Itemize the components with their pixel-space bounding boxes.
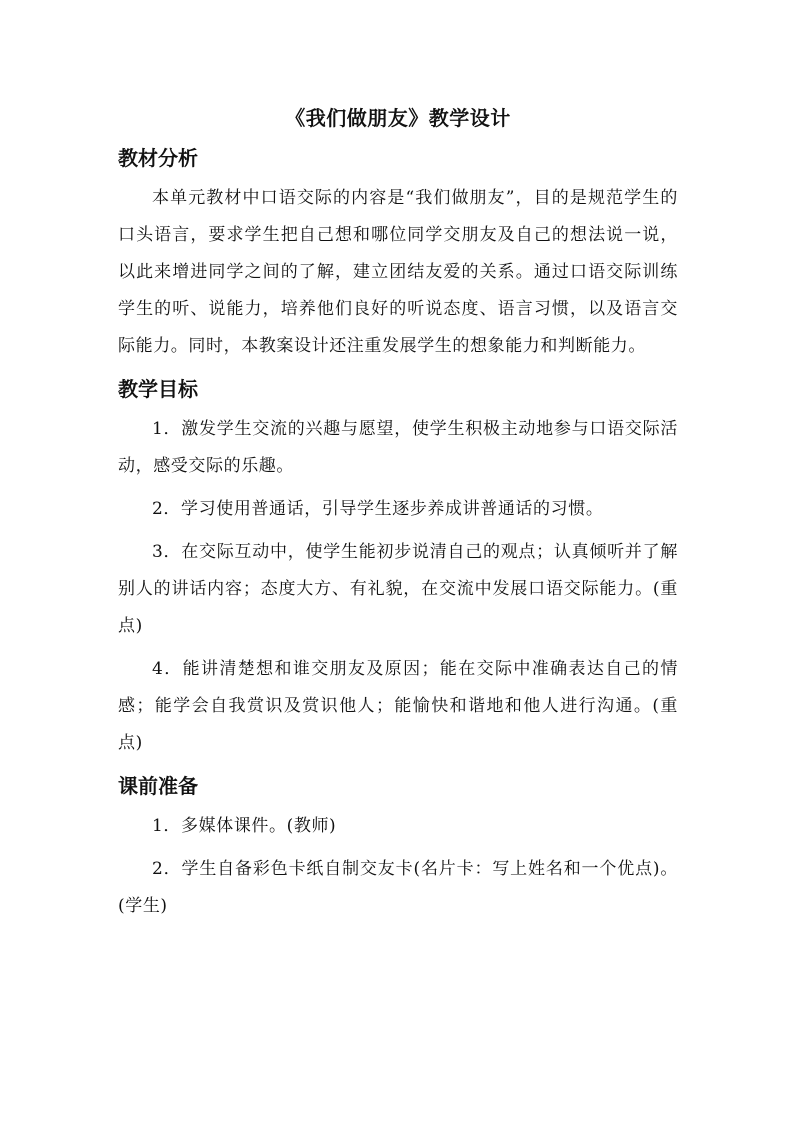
- document-page: [118, 100, 678, 931]
- goal-item: 4．能讲清楚想和谁交朋友及原因；能在交际中准确表达自己的情感；能学会自我赏识及赏识他人；能愉快和谐地和他人进行沟通。(重点): [118, 659, 678, 753]
- section-heading: 教学目标: [118, 377, 198, 401]
- preparation-item: 1．多媒体课件。(教师): [152, 816, 337, 836]
- goal-item: 1．激发学生交流的兴趣与愿望，使学生积极主动地参与口语交际活动，感受交际的乐趣。: [118, 419, 678, 476]
- paragraph: 本单元教材中口语交际的内容是“我们做朋友”，目的是规范学生的口头语言，要求学生把自己想和哪位同学交朋友及自己的想法说一说，以此来增进同学之间的了解，建立团结友爱的关系。通过口语交际训练学生的听、说能力，培养他们良好的听说态度、语言习惯，以及语言交际能力。同时，本教案设计还注重发展学生的想象能力和判断能力。: [118, 188, 678, 356]
- goal-item: 2．学习使用普通话，引导学生逐步养成讲普通话的习惯。: [152, 499, 604, 519]
- goal-item: 3．在交际互动中，使学生能初步说清自己的观点；认真倾听并了解别人的讲话内容；态度大方、有礼貌，在交流中发展口语交际能力。(重点): [118, 542, 678, 636]
- section-preparation: [118, 768, 678, 925]
- section-heading: 教材分析: [118, 146, 198, 170]
- section-textbook-analysis: [118, 140, 678, 365]
- section-heading: 课前准备: [118, 774, 198, 798]
- preparation-item: 2．学生自备彩色卡纸自制交友卡(名片卡：写上姓名和一个优点)。(学生): [118, 859, 678, 916]
- document-title: 《我们做朋友》教学设计: [285, 106, 511, 130]
- section-teaching-goals: [118, 371, 678, 762]
